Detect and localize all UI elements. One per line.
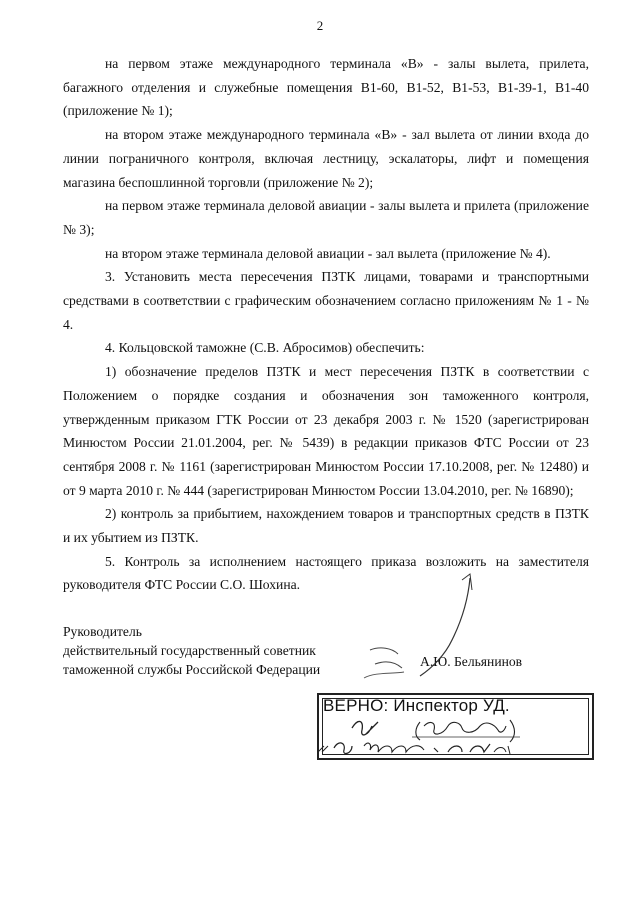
signer-service: таможенной службы Российской Федерации	[63, 662, 321, 677]
paragraph-item-4-2: 2) контроль за прибытием, нахождением товаров и транспортных средств в ПЗТК и их убытием из ПЗТК.	[63, 506, 589, 546]
signer-name: А.Ю. Бельянинов	[420, 654, 523, 669]
paragraph-terminal-b-floor2: на втором этаже международного терминала «В» - зал вылета от линии входа до линии пограничного контроля, включая лестницу, эскалаторы, лифт и помещения магазина беспошлинной торговли (приложение № 2);	[63, 127, 589, 190]
paragraph-business-floor1: на первом этаже терминала деловой авиации - залы вылета и прилета (приложение № 3);	[63, 198, 589, 237]
signer-rank: действительный государственный советник	[63, 643, 316, 658]
paragraph-item-4: 4. Кольцовской таможне (С.В. Абросимов) обеспечить:	[105, 340, 425, 356]
paragraph-business-floor2: на втором этаже терминала деловой авиации - зал вылета (приложение № 4).	[105, 245, 551, 261]
stamp-text: ВЕРНО: Инспектор УД.	[323, 696, 510, 715]
page-number: 2	[316, 18, 324, 33]
paragraph-item-4-1: 1) обозначение пределов ПЗТК и мест пересечения ПЗТК в соответствии с Положением о порядке создания и обозначения зон таможенного контроля, утвержденным приказом ГТК России от 23 декабря 2003 г. № 1520 (зарегистрирован Минюстом России 21.01.2004, рег. № 5439) в редакции приказов ФТС России от 23 сентября 2008 г. № 1161 (зарегистрирован Минюстом России 17.10.2008, рег. № 12480) и от 9 марта 2010 г. № 444 (зарегистрирован Минюстом России 13.04.2010, рег. № 16890);	[63, 364, 589, 498]
signer-title: Руководитель	[63, 624, 142, 639]
paragraph-terminal-b-floor1: на первом этаже международного терминала «В» - залы вылета, прилета, багажного отделения и служебные помещения В1-60, В1-52, В1-53, В1-39-1, В1-40 (приложение № 1);	[63, 56, 589, 119]
paragraph-item-5: 5. Контроль за исполнением настоящего приказа возложить на заместителя руководителя ФТС России С.О. Шохина.	[63, 553, 589, 593]
paragraph-item-3: 3. Установить места пересечения ПЗТК лицами, товарами и транспортными средствами в соответствии с графическим обозначением согласно приложениям № 1 - № 4.	[63, 269, 589, 332]
